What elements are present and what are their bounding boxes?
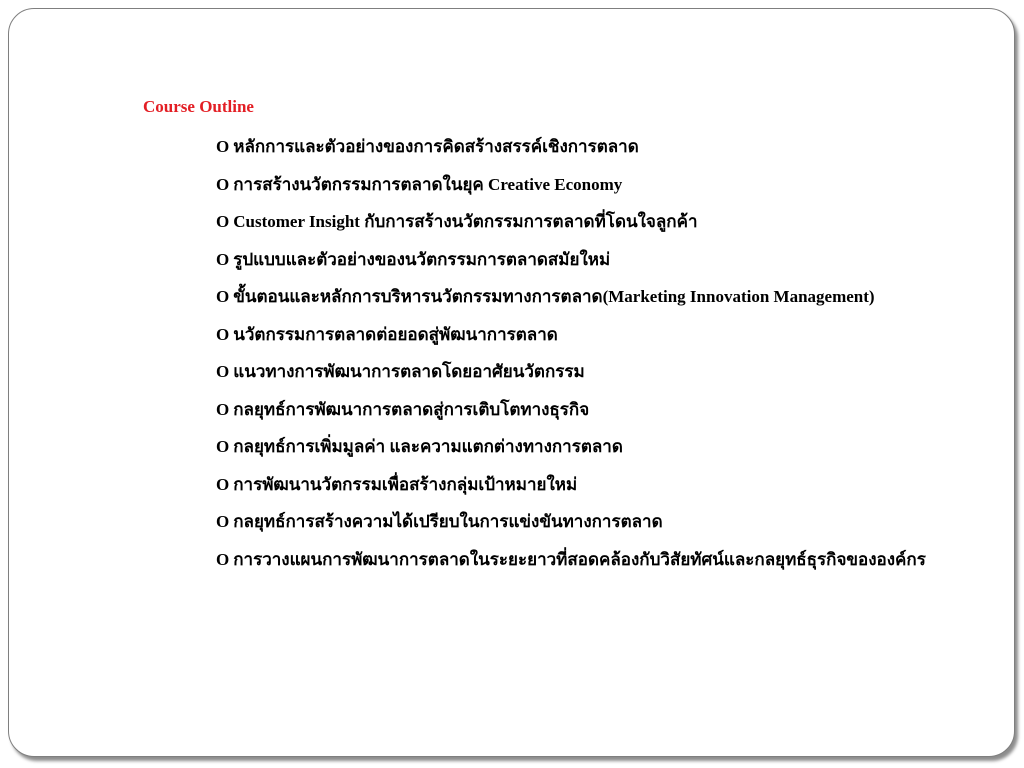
list-item — [216, 281, 956, 312]
slide-title: Course Outline — [143, 97, 254, 116]
bullet-marker: O — [216, 512, 230, 531]
list-item-text: กลยุทธ์การสร้างความได้เปรียบในการแข่งขันทางการตลาด — [233, 512, 663, 531]
list-item-text: ขั้นตอนและหลักการบริหารนวัตกรรมทางการตลาด(Marketing Innovation Management) — [233, 287, 875, 306]
list-item-text: การสร้างนวัตกรรมการตลาดในยุค Creative Economy — [233, 174, 623, 194]
list-item — [216, 319, 956, 350]
list-item-text: หลักการและตัวอย่างของการคิดสร้างสรรค์เชิงการตลาด — [233, 137, 639, 156]
list-item — [216, 206, 956, 237]
course-outline-list — [216, 131, 956, 581]
list-item — [216, 169, 956, 200]
list-item — [216, 506, 956, 537]
bullet-marker: O — [216, 137, 230, 156]
bullet-marker: O — [216, 399, 230, 419]
bullet-marker: O — [216, 437, 230, 456]
list-item-text: กลยุทธ์การพัฒนาการตลาดสู่การเติบโตทางธุรกิจ — [233, 399, 590, 419]
list-item-text: การพัฒนานวัตกรรมเพื่อสร้างกลุ่มเป้าหมายใหม่ — [233, 474, 578, 494]
list-item — [216, 131, 956, 162]
bullet-marker: O — [216, 212, 230, 231]
list-item-text: กลยุทธ์การเพิ่มมูลค่า และความแตกต่างทางการตลาด — [233, 437, 623, 456]
bullet-marker: O — [216, 324, 230, 344]
list-item — [216, 469, 956, 500]
list-item — [216, 544, 956, 575]
bullet-marker: O — [216, 362, 230, 381]
list-item — [216, 431, 956, 462]
bullet-marker: O — [216, 249, 230, 269]
bullet-marker: O — [216, 287, 230, 306]
list-item-text: นวัตกรรมการตลาดต่อยอดสู่พัฒนาการตลาด — [233, 324, 558, 344]
bullet-marker: O — [216, 549, 230, 569]
list-item-text: การวางแผนการพัฒนาการตลาดในระยะยาวที่สอดคล้องกับวิสัยทัศน์และกลยุทธ์ธุรกิจขององค์กร — [233, 549, 926, 569]
list-item — [216, 394, 956, 425]
list-item — [216, 244, 956, 275]
list-item-text: รูปแบบและตัวอย่างของนวัตกรรมการตลาดสมัยใหม่ — [233, 249, 611, 269]
list-item-text: Customer Insight กับการสร้างนวัตกรรมการตลาดที่โดนใจลูกค้า — [233, 212, 698, 231]
list-item — [216, 356, 956, 387]
list-item-text: แนวทางการพัฒนาการตลาดโดยอาศัยนวัตกรรม — [233, 362, 585, 381]
bullet-marker: O — [216, 474, 230, 494]
bullet-marker: O — [216, 174, 230, 194]
